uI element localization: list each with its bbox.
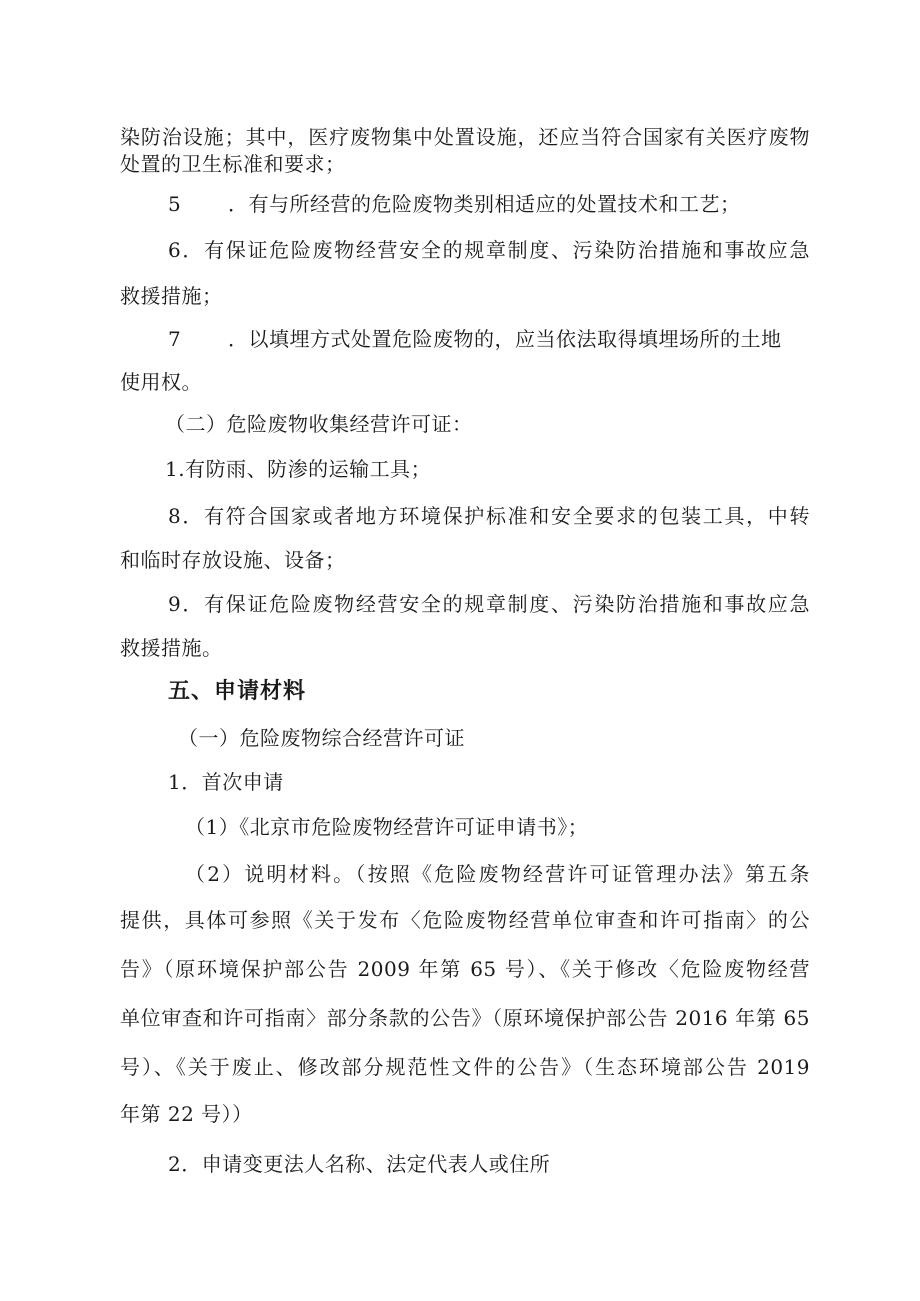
section-subheading: （二）危险废物收集经营许可证： (165, 412, 473, 436)
paragraph-line: 号）、《关于废止、修改部分规范性文件的公告》（生态环境部公告 2019 (120, 1055, 810, 1079)
list-number: 5 (168, 192, 182, 216)
paragraph-line: 救援措施； (120, 284, 223, 308)
list-item-1: 1．首次申请 (168, 770, 284, 794)
paragraph-line: 染防治设施；其中，医疗废物集中处置设施，还应当符合国家有关医疗废物 (120, 125, 810, 149)
list-item-2: 2．申请变更法人名称、法定代表人或住所 (168, 1152, 551, 1176)
paragraph-line: 使用权。 (120, 370, 202, 394)
list-number: 7 (168, 327, 182, 351)
sub-item-2: （2）说明材料。（按照《危险废物经营许可证管理办法》第五条 (185, 862, 810, 886)
list-item-5 (168, 190, 741, 218)
list-item-1: 1.有防雨、防渗的运输工具； (165, 457, 432, 481)
paragraph-line: 处置的卫生标准和要求； (120, 152, 346, 176)
paragraph-line: 年第 22 号）） (120, 1102, 253, 1126)
paragraph-line: 告》（原环境保护部公告 2009 年第 65 号）、《关于修改〈危险废物经营 (120, 957, 810, 981)
list-text: ．有与所经营的危险废物类别相适应的处置技术和工艺； (228, 192, 741, 216)
section-subheading: （一）危险废物综合经营许可证 (178, 726, 465, 750)
paragraph-line: 和临时存放设施、设备； (120, 548, 346, 572)
list-item-9: 9．有保证危险废物经营安全的规章制度、污染防治措施和事故应急 (168, 592, 810, 616)
list-text: ．以填埋方式处置危险废物的，应当依法取得填埋场所的土地 (228, 327, 782, 351)
paragraph-line: 单位审查和许可指南〉部分条款的公告》（原环境保护部公告 2016 年第 65 (120, 1006, 810, 1030)
list-item-6: 6．有保证危险废物经营安全的规章制度、污染防治措施和事故应急 (168, 238, 810, 262)
list-item-8: 8．有符合国家或者地方环境保护标准和安全要求的包装工具，中转 (168, 504, 810, 528)
paragraph-line: 救援措施。 (120, 636, 223, 660)
paragraph-line: 提供，具体可参照《关于发布〈危险废物经营单位审查和许可指南〉的公 (120, 908, 810, 932)
sub-item-1: （1）《北京市危险废物经营许可证申请书》； (185, 815, 589, 839)
list-item-7 (168, 325, 782, 353)
section-heading: 五、申请材料 (168, 679, 307, 704)
